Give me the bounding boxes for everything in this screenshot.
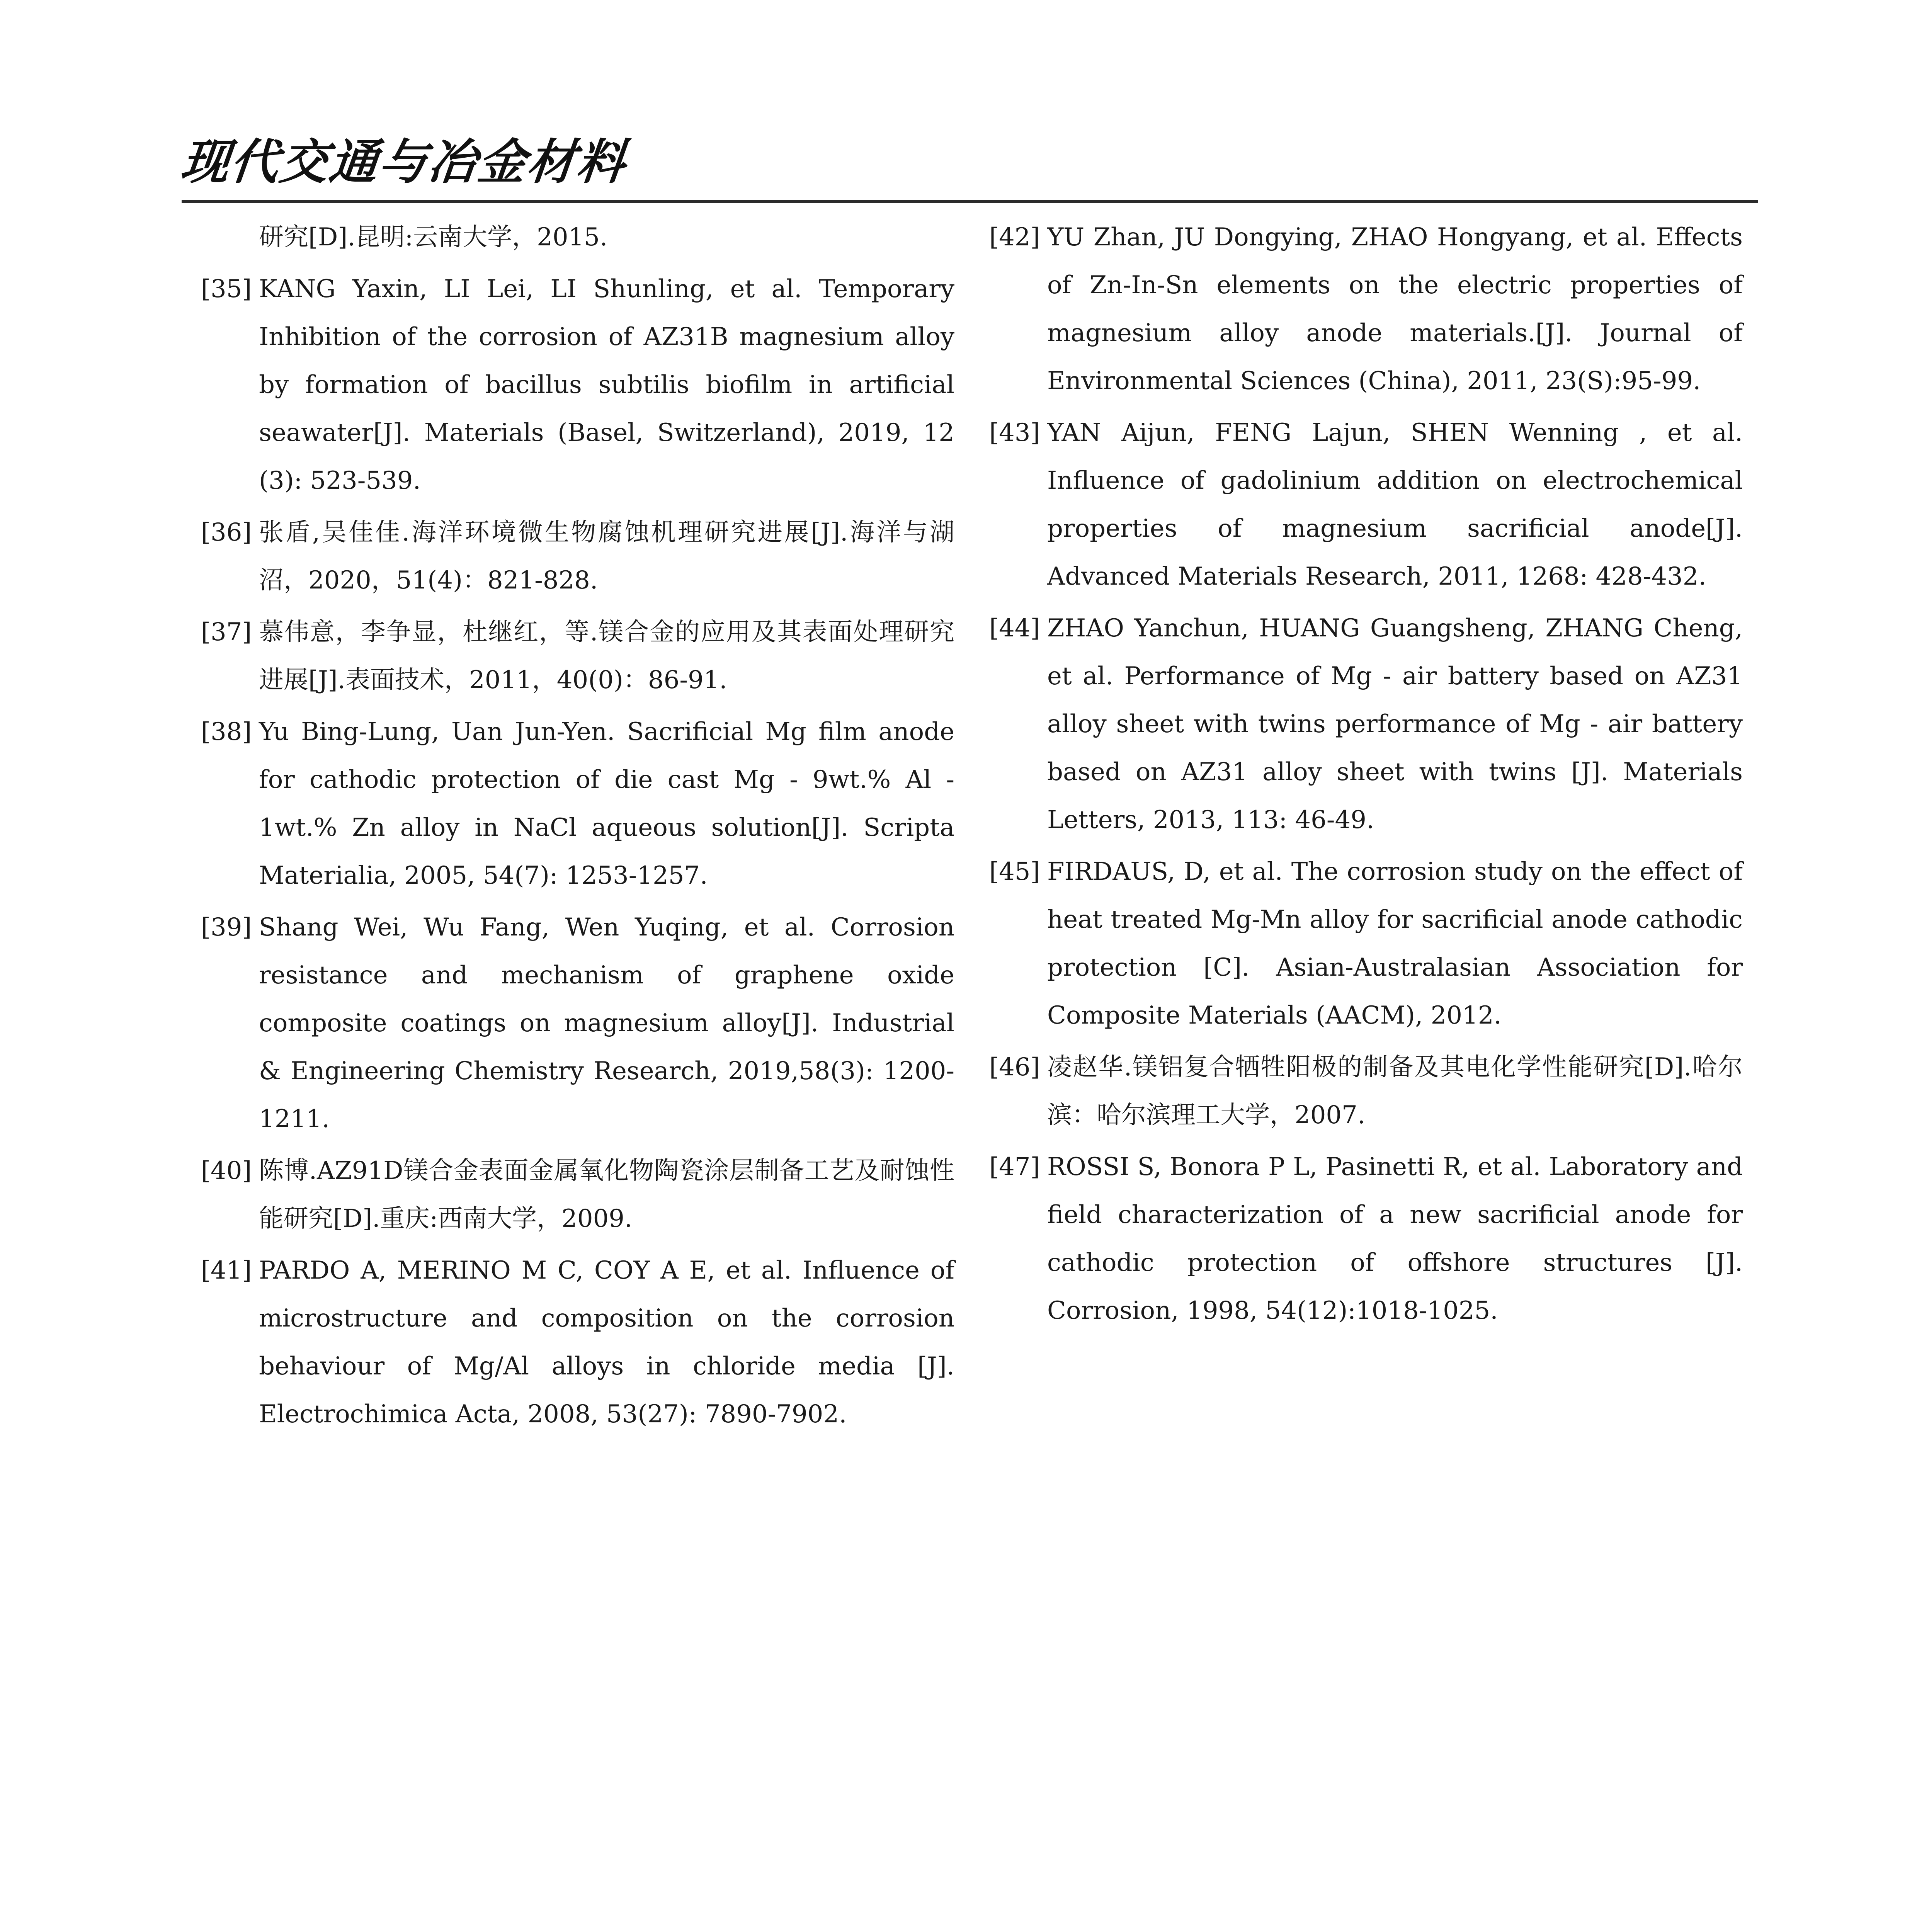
reference-number: [41] — [201, 1256, 252, 1285]
header-divider — [182, 200, 1758, 203]
reference-text: FIRDAUS, D, et al. The corrosion study on the effect of heat treated Mg-Mn alloy for sacrificial anode cathodic protection [C]. Asian-Australasian Association for Composite Materials (AACM), 2012. — [1047, 857, 1743, 1030]
reference-text: KANG Yaxin, LI Lei, LI Shunling, et al. Temporary Inhibition of the corrosion of AZ31B magnesium alloy by formation of bacillus subtilis biofilm in artificial seawater[J]. Materials (Basel, Switzerland), 2019, 12 (3): 523-539. — [259, 275, 954, 495]
reference-item — [989, 1043, 1743, 1139]
right-column — [989, 213, 1743, 1338]
reference-text: Shang Wei, Wu Fang, Wen Yuqing, et al. Corrosion resistance and mechanism of graphene oxide composite coatings on magnesium alloy[J]. Industrial & Engineering Chemistry Research, 2019,58(3): 1200-1211. — [259, 913, 954, 1133]
reference-number: [36] — [201, 518, 252, 547]
reference-text: PARDO A, MERINO M C, COY A E, et al. Influence of microstructure and composition on the corrosion behaviour of Mg/Al alloys in chloride media [J]. Electrochimica Acta, 2008, 53(27): 7890-7902. — [259, 1256, 954, 1429]
reference-number: [40] — [201, 1156, 252, 1185]
reference-number: [43] — [989, 418, 1040, 447]
reference-number: [39] — [201, 913, 252, 942]
reference-text: YU Zhan, JU Dongying, ZHAO Hongyang, et al. Effects of Zn-In-Sn elements on the electric properties of magnesium alloy anode materials.[J]. Journal of Environmental Sciences (China), 2011, 23(S):95-99. — [1047, 223, 1743, 395]
reference-number: [37] — [201, 618, 252, 646]
reference-item — [201, 213, 954, 261]
reference-number: [46] — [989, 1053, 1040, 1082]
reference-text: ROSSI S, Bonora P L, Pasinetti R, et al. Laboratory and field characterization of a new sacrificial anode for cathodic protection of offshore structures [J]. Corrosion, 1998, 54(12):1018-1025. — [1047, 1153, 1743, 1325]
reference-item — [201, 708, 954, 900]
reference-item — [989, 409, 1743, 600]
reference-number: [35] — [201, 275, 252, 303]
reference-number: [44] — [989, 614, 1040, 643]
reference-item — [201, 608, 954, 704]
reference-text: 慕伟意，李争显，杜继红，等.镁合金的应用及其表面处理研究进展[J].表面技术，2011，40(0)：86-91. — [259, 618, 954, 694]
reference-item — [989, 1143, 1743, 1335]
reference-text: Yu Bing-Lung, Uan Jun-Yen. Sacrificial Mg film anode for cathodic protection of die cast Mg - 9wt.% Al - 1wt.% Zn alloy in NaCl aqueous solution[J]. Scripta Materialia, 2005, 54(7): 1253-1257. — [259, 718, 954, 890]
reference-text: 陈博.AZ91D镁合金表面金属氧化物陶瓷涂层制备工艺及耐蚀性能研究[D].重庆:西南大学，2009. — [259, 1156, 954, 1233]
reference-item — [201, 509, 954, 604]
reference-text: 研究[D].昆明:云南大学，2015. — [259, 223, 608, 252]
reference-item — [201, 1247, 954, 1438]
reference-item — [989, 848, 1743, 1039]
reference-item — [201, 265, 954, 505]
reference-text: YAN Aijun, FENG Lajun, SHEN Wenning , et al. Influence of gadolinium addition on electrochemical properties of magnesium sacrificial anode[J]. Advanced Materials Research, 2011, 1268: 428-432. — [1047, 418, 1743, 591]
reference-text: 张盾,吴佳佳.海洋环境微生物腐蚀机理研究进展[J].海洋与湖沼，2020，51(4)：821-828. — [259, 518, 954, 595]
reference-number: [45] — [989, 857, 1040, 886]
reference-item — [989, 604, 1743, 844]
reference-number: [42] — [989, 223, 1040, 252]
left-column — [201, 213, 954, 1442]
reference-text: 凌赵华.镁铝复合牺牲阳极的制备及其电化学性能研究[D].哈尔滨：哈尔滨理工大学，2007. — [1047, 1053, 1743, 1129]
reference-item — [201, 1147, 954, 1243]
reference-number: [38] — [201, 718, 252, 746]
reference-item — [201, 903, 954, 1143]
reference-number: [47] — [989, 1153, 1040, 1181]
journal-title: 现代交通与冶金材料 — [178, 134, 629, 190]
reference-text: ZHAO Yanchun, HUANG Guangsheng, ZHANG Cheng, et al. Performance of Mg - air battery based on AZ31 alloy sheet with twins performance of Mg - air battery based on AZ31 alloy sheet with twins [J]. Materials Letters, 2013, 113: 46-49. — [1047, 614, 1743, 834]
reference-item — [989, 213, 1743, 405]
